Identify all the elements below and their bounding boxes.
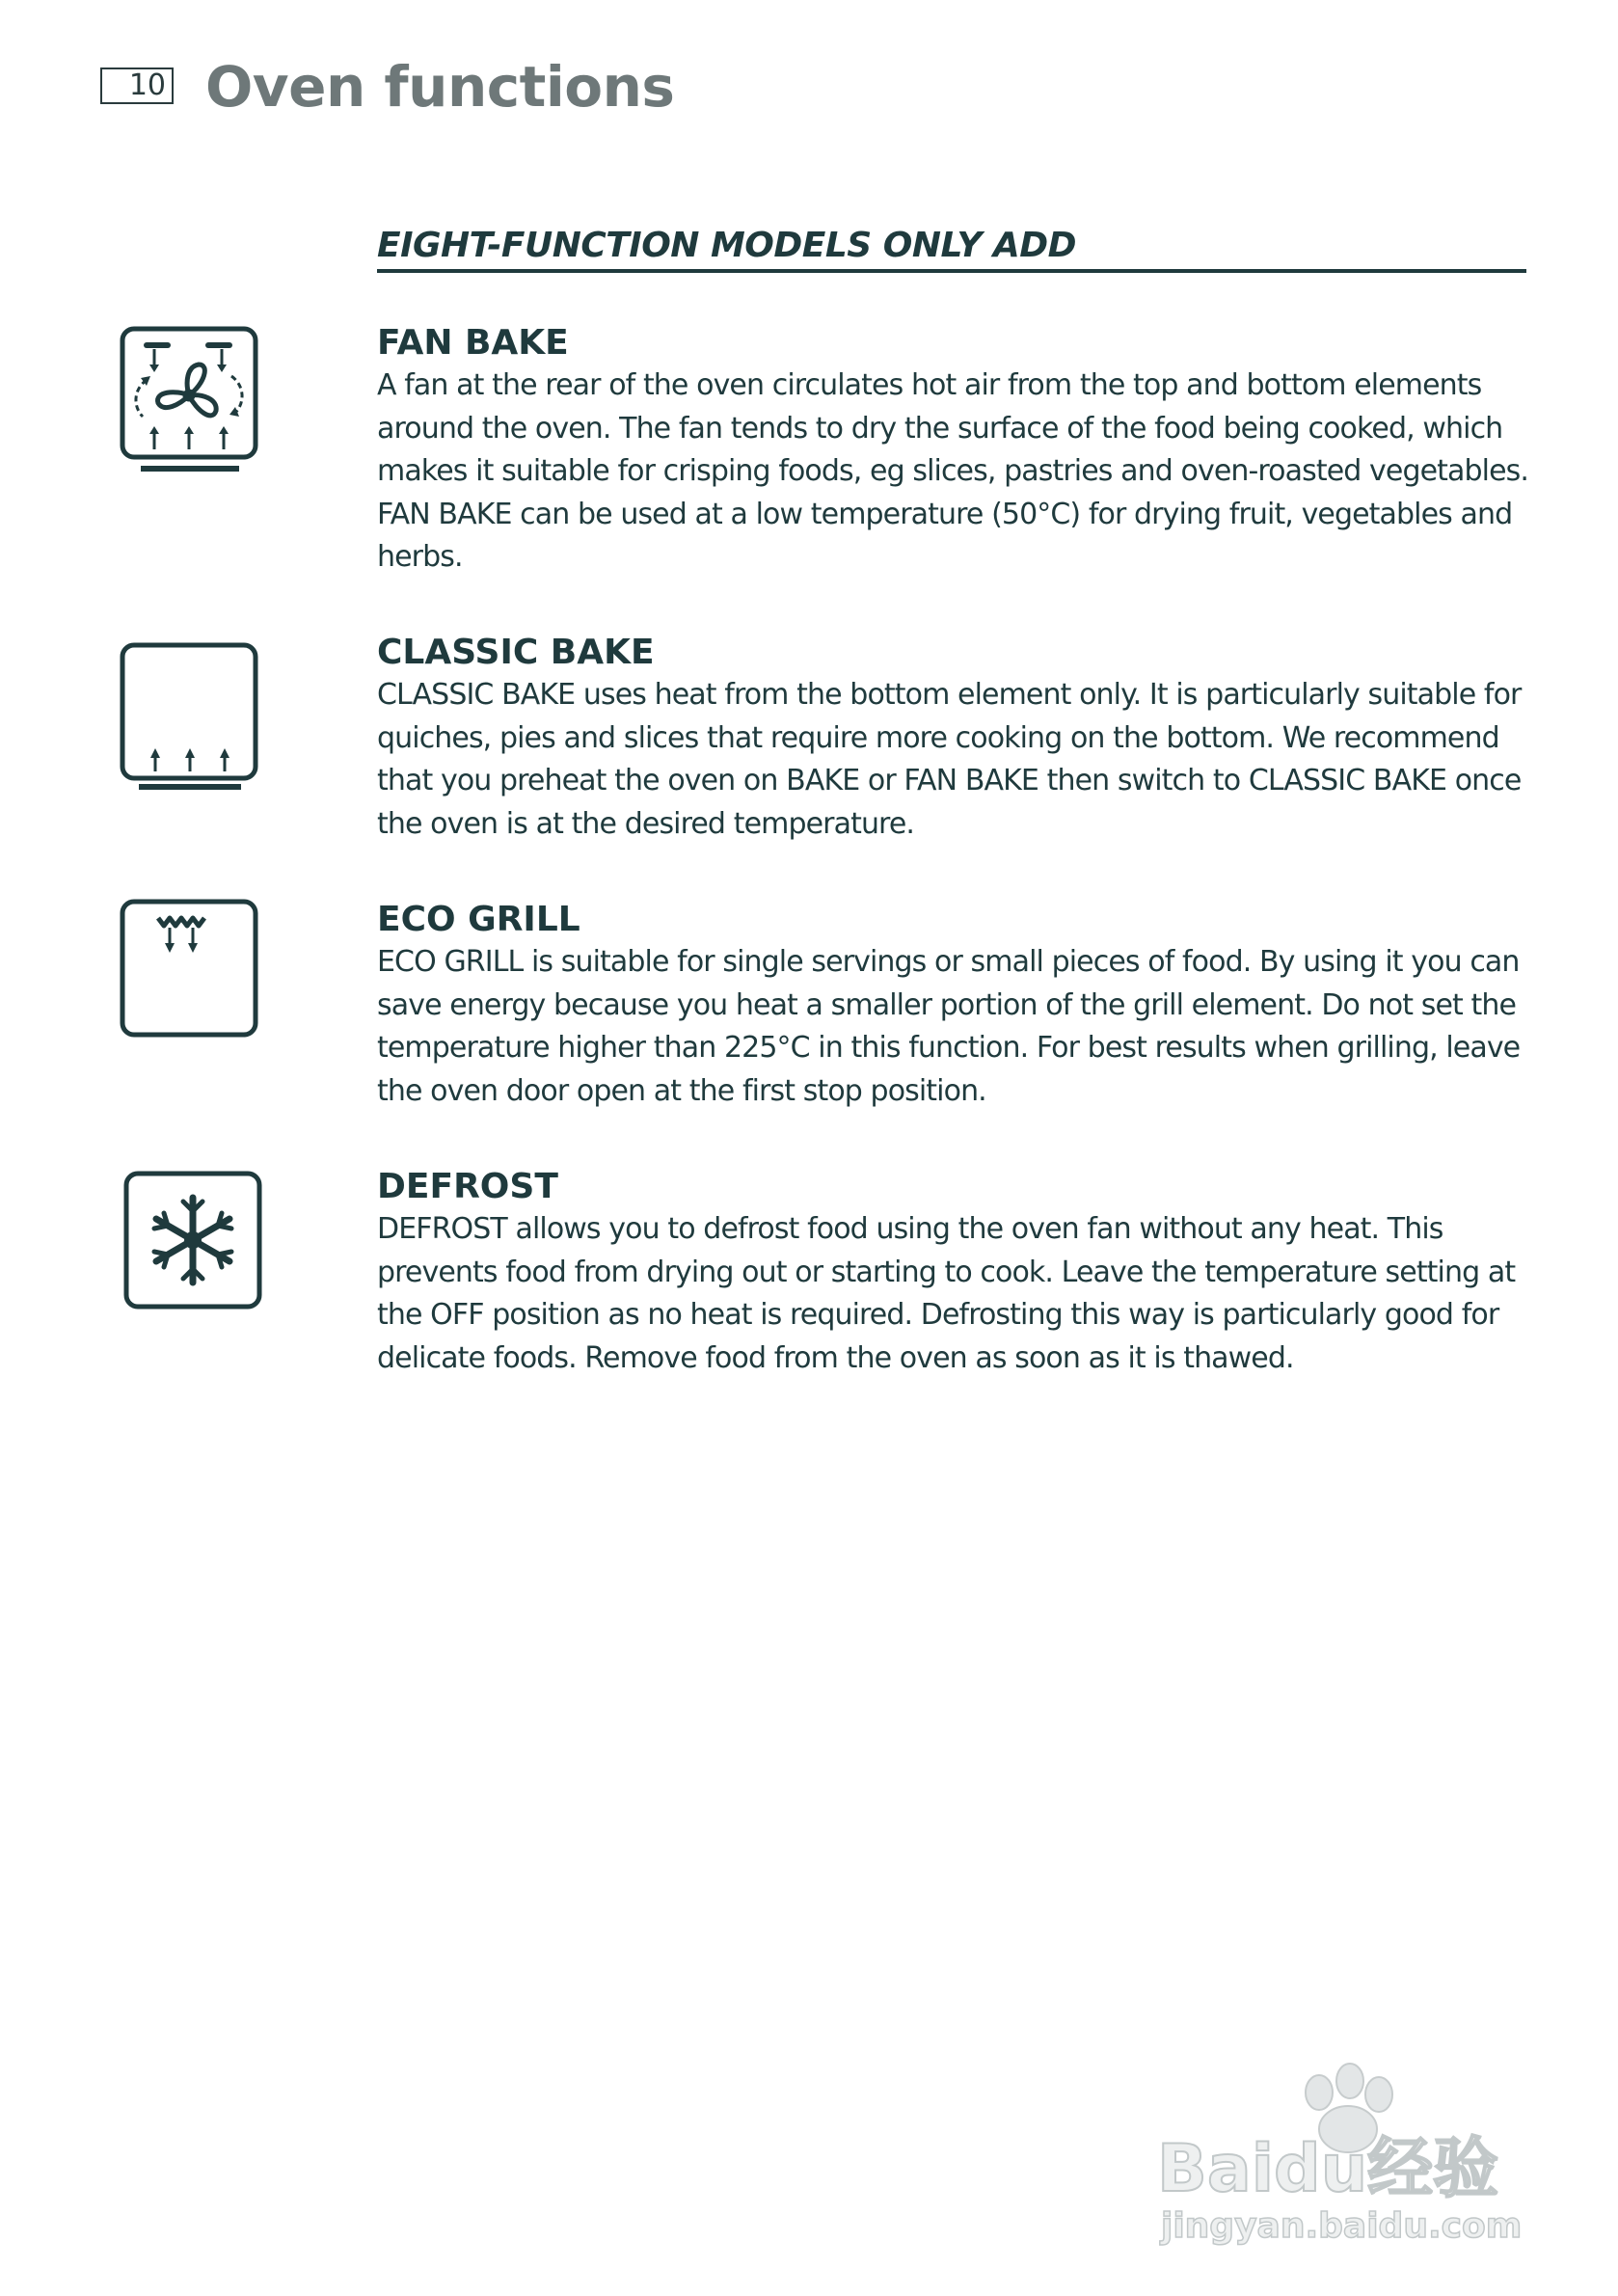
function-title: FAN BAKE xyxy=(377,323,569,363)
function-description: DEFROST allows you to defrost food using the oven fan without any heat. This prevents food from drying out or starting to cook. Leave the temperature setting at the OFF position as no heat is required. Defrosting this way is particularly good for delicate foods. Remove food from the oven as soon as it is thawed. xyxy=(377,1212,1516,1375)
page-title: Oven functions xyxy=(205,54,675,120)
baidu-watermark xyxy=(1147,2054,1533,2247)
watermark-brand: Baidu经验 xyxy=(1157,2131,1499,2207)
function-title: ECO GRILL xyxy=(377,900,580,939)
fan-bake-icon xyxy=(120,326,260,473)
watermark-url: jingyan.baidu.com xyxy=(1161,2206,1523,2246)
page-number: 10 xyxy=(100,68,174,104)
function-title: CLASSIC BAKE xyxy=(377,633,655,672)
defrost-icon xyxy=(123,1171,264,1311)
eco-grill-icon xyxy=(120,899,260,1040)
function-description: CLASSIC BAKE uses heat from the bottom element only. It is particularly suitable for quiches, pies and slices that require more cooking on the bottom. We recommend that you preheat the oven on BAKE or FAN BAKE then switch to CLASSIC BAKE once the oven is at the desired temperature. xyxy=(377,678,1522,841)
function-fan-bake xyxy=(377,322,1534,580)
function-description: ECO GRILL is suitable for single servings or small pieces of food. By using it you can save energy because you heat a smaller portion of the grill element. Do not set the temperature higher than 225°C in this function. For best results when grilling, leave the oven door open at the first stop position. xyxy=(377,945,1521,1108)
function-description: A fan at the rear of the oven circulates hot air from the top and bottom elements around the oven. The fan tends to dry the surface of the food being cooked, which makes it suitable for crisping foods, eg slices, pastries and oven-roasted vegetables. FAN BAKE can be used at a low temperature (50°C) for drying fruit, vegetables and herbs. xyxy=(377,368,1529,574)
function-defrost xyxy=(377,1166,1534,1380)
section-heading: EIGHT-FUNCTION MODELS ONLY ADD xyxy=(377,226,1526,273)
function-title: DEFROST xyxy=(377,1167,558,1206)
function-classic-bake xyxy=(377,632,1534,846)
function-eco-grill xyxy=(377,899,1534,1113)
classic-bake-icon xyxy=(120,642,260,793)
